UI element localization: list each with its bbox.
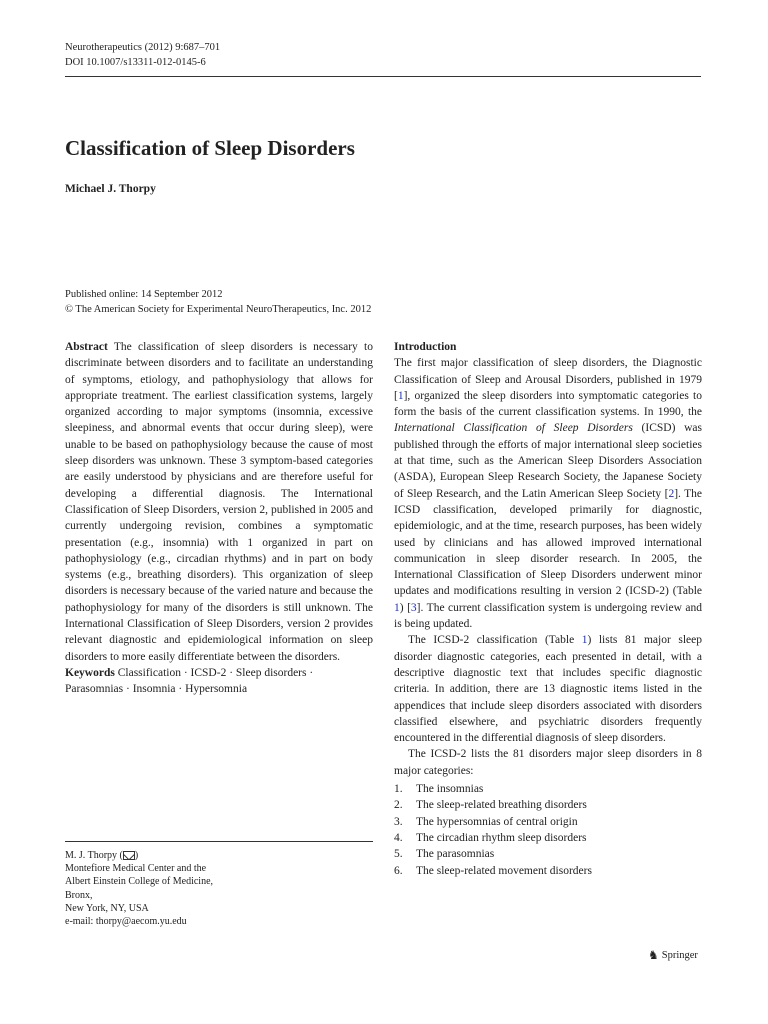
list-number: 6. xyxy=(394,864,403,877)
published-date: Published online: 14 September 2012 xyxy=(65,289,223,300)
list-number: 2. xyxy=(394,799,403,812)
affiliation-line-2: Albert Einstein College of Medicine, xyxy=(65,876,214,888)
citation-link[interactable]: 2 xyxy=(668,487,675,500)
list-item xyxy=(394,830,702,846)
affiliation-line-4: New York, NY, USA xyxy=(65,902,149,914)
list-label: The parasomnias xyxy=(416,848,495,861)
list-item xyxy=(394,814,702,830)
springer-knight-icon: ♞ xyxy=(648,948,659,962)
copyright-notice: © The American Society for Experimental NeuroTherapeutics, Inc. 2012 xyxy=(65,304,372,315)
keywords-text: Classification · ICSD-2 · Sleep disorders · Parasomnias · Insomnia · Hypersomnia xyxy=(65,666,314,696)
abstract-text: The classification of sleep disorders is necessary to discriminate between disorders and to facilitate an understanding of symptoms, etiology, and pathophysiology that allows for appropriate treatment. The earliest classification systems, largely organized according to major symptoms (insomnia, excessive sleepiness, and abnormal events that occur during sleep), were unable to be based on pathophysiology because the cause of most sleep disorders was unknown. These 3 symptom-based categories are easily understood by physicians and are therefore useful for developing a differential diagnosis. The International Classification of Sleep Disorders, version 2, published in 2005 and currently undergoing revision, combines a symptomatic presentation (e.g., insomnia) with 1 organized in part on pathophysiology (e.g., circadian rhythms) and in part on body systems (e.g., breathing disorders). This organization of sleep disorders is necessary because of the varied nature and because the pathophysiology for many of the disorders is still unknown. The International Classification of Sleep Disorders, version 2 provides relevant diagnostic and epidemiological information on sleep disorders to more easily differentiate between the disorders. xyxy=(65,341,374,663)
publication-info xyxy=(65,287,371,317)
journal-doi[interactable]: DOI 10.1007/s13311-012-0145-6 xyxy=(65,57,206,68)
abstract-label: Abstract xyxy=(65,341,108,353)
left-column xyxy=(65,339,373,698)
affiliation-rule xyxy=(65,841,373,842)
table-link[interactable]: 1 xyxy=(581,634,588,647)
intro-p1-text-c: (ICSD) was published through the efforts of major international sleep societies at that time, such as the American Sleep Disorders Association (ASDA), European Sleep Research Society, the Japanese Society of Sleep Research, and the Latin American Sleep Society [ xyxy=(394,422,702,500)
affiliation-line-3: Bronx, xyxy=(65,889,93,901)
list-label: The sleep-related breathing disorders xyxy=(416,799,587,812)
keywords-label: Keywords xyxy=(65,666,115,679)
header-rule xyxy=(65,76,701,77)
intro-p1-text-e: ) [ xyxy=(399,601,411,614)
affiliation-line-1: Montefiore Medical Center and the xyxy=(65,863,207,875)
author-name: Michael J. Thorpy xyxy=(65,183,156,195)
category-list xyxy=(394,781,702,879)
journal-citation: Neurotherapeutics (2012) 9:687–701 xyxy=(65,42,221,53)
introduction-heading: Introduction xyxy=(394,341,457,353)
intro-p2-text-b: ) lists 81 major sleep disorder diagnostic categories, each presented in detail, with a descriptive diagnostic text that includes specific diagnostic criteria. In addition, there are 13 diagnostic items listed in the appendices that include sleep disorders associated with disorders classified elsewhere, and psychiatric disorders frequently encountered in the differential diagnosis of sleep disorders. xyxy=(394,634,702,745)
publisher-name: Springer xyxy=(661,950,698,961)
abstract xyxy=(65,339,373,665)
list-number: 3. xyxy=(394,815,403,828)
intro-p1-italic: International Classification of Sleep Disorders xyxy=(394,422,633,435)
intro-paragraph-1 xyxy=(394,355,702,632)
list-number: 1. xyxy=(394,783,403,796)
list-label: The hypersomnias of central origin xyxy=(416,815,578,828)
affiliation xyxy=(65,849,213,928)
publisher-logo xyxy=(648,948,698,963)
affiliation-name: M. J. Thorpy ( xyxy=(65,850,123,861)
intro-p1-text-d: ]. The ICSD classification, developed primarily for diagnostic, epidemiologic, and at the time, research purposes, has been widely used by clinicians and has allowed improved international communication in sleep disorder research. In 2005, the International Classification of Sleep Disorders underwent minor updates and modifications resulting in version 2 (ICSD-2) (Table xyxy=(394,487,702,598)
list-item xyxy=(394,781,702,797)
paper-title: Classification of Sleep Disorders xyxy=(65,136,355,160)
citation-link[interactable]: 3 xyxy=(410,601,417,614)
intro-paragraph-3: The ICSD-2 lists the 81 disorders major sleep disorders in 8 major categories: xyxy=(394,748,702,777)
intro-p1-text-f: ]. The current classification system is undergoing review and is being updated. xyxy=(394,601,702,631)
right-column xyxy=(394,339,702,879)
author-email[interactable]: e-mail: thorpy@aecom.yu.edu xyxy=(65,916,187,928)
list-item xyxy=(394,863,702,879)
intro-p2-text-a: The ICSD-2 classification (Table xyxy=(408,634,582,647)
list-label: The sleep-related movement disorders xyxy=(416,864,592,877)
intro-p1-text-b: ], organized the sleep disorders into symptomatic categories to form the basis of the current classification systems. In 1990, the xyxy=(394,389,702,419)
keywords xyxy=(65,665,373,698)
corresponding-author xyxy=(65,849,213,862)
journal-header xyxy=(65,40,220,70)
citation-link[interactable]: 1 xyxy=(397,389,404,402)
affiliation-name-end: ) xyxy=(134,850,139,861)
envelope-icon[interactable] xyxy=(123,851,135,860)
intro-paragraph-2 xyxy=(394,632,702,746)
table-link[interactable]: 1 xyxy=(394,601,400,614)
list-label: The insomnias xyxy=(416,783,484,796)
list-item xyxy=(394,846,702,862)
list-label: The circadian rhythm sleep disorders xyxy=(416,831,587,844)
list-number: 4. xyxy=(394,831,403,844)
list-item xyxy=(394,797,702,813)
intro-p1-text-a: The first major classification of sleep disorders, the Diagnostic Classification of Sleep and Arousal Disorders, published in 1979 [ xyxy=(394,357,702,402)
list-number: 5. xyxy=(394,848,403,861)
